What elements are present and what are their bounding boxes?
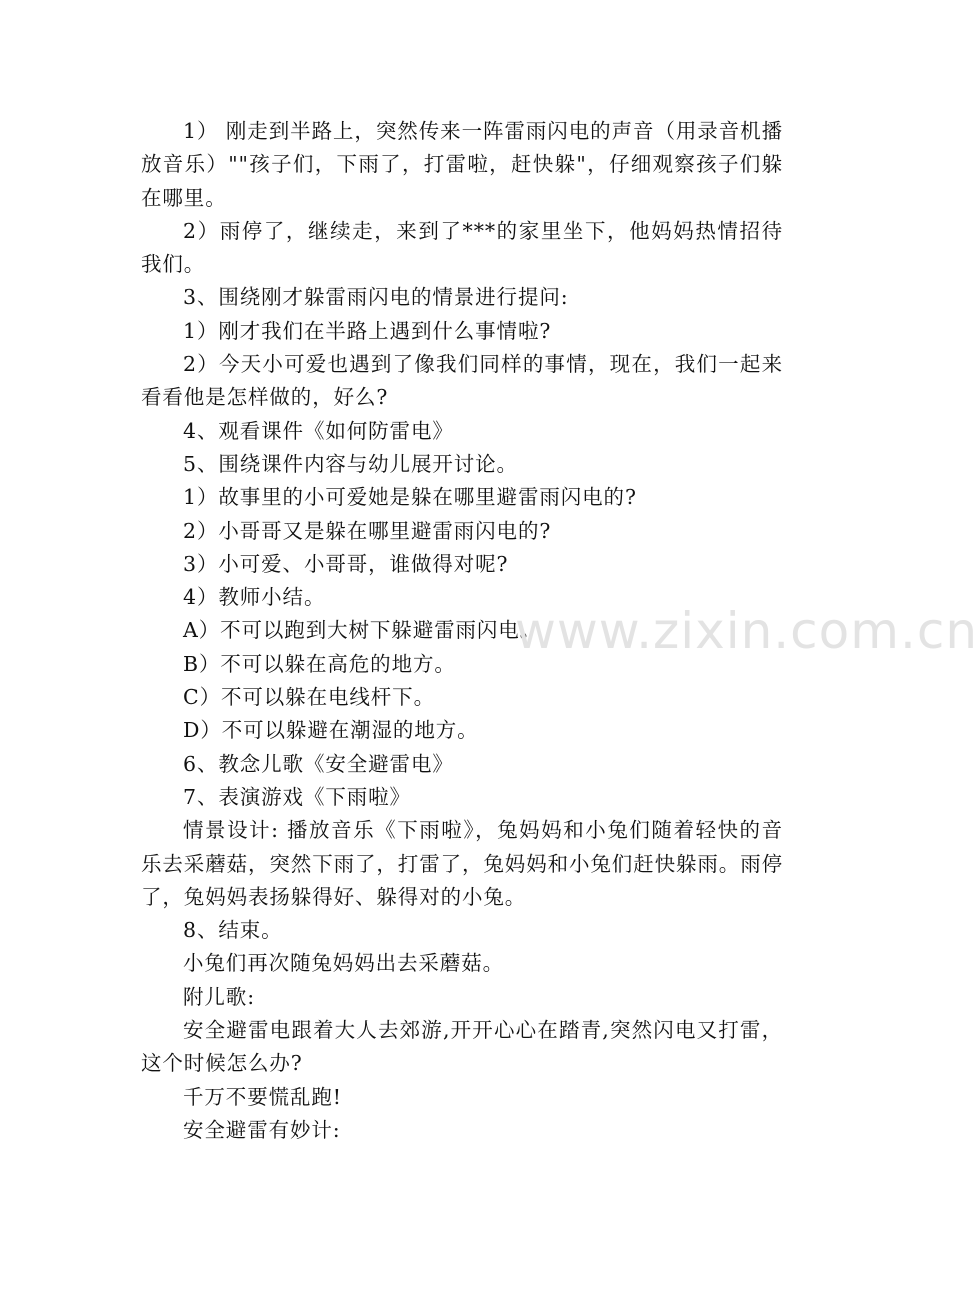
- paragraph: 2）今天小可爱也遇到了像我们同样的事情，现在，我们一起来看看他是怎样做的，好么?: [141, 352, 783, 410]
- paragraph: 3）小可爱、小哥哥，谁做得对呢?: [183, 551, 509, 576]
- paragraph: 7、表演游戏《下雨啦》: [183, 784, 411, 809]
- paragraph: 小兔们再次随兔妈妈出去采蘑菇。: [183, 951, 504, 976]
- paragraph: 4、观看课件《如何防雷电》: [183, 418, 454, 443]
- paragraph: 情景设计: 播放音乐《下雨啦》，兔妈妈和小兔们随着轻快的音乐去采蘑菇，突然下雨了，打雷了，兔妈妈和小兔们赶快躲雨。雨停了，兔妈妈表扬躲得好、躲得对的小兔。: [141, 818, 783, 909]
- document-body: [141, 115, 783, 1147]
- paragraph: A）不可以跑到大树下躲避雷雨闪电。: [183, 618, 542, 643]
- paragraph: 1）故事里的小可爱她是躲在哪里避雷雨闪电的?: [183, 485, 637, 510]
- paragraph: 1）刚才我们在半路上遇到什么事情啦?: [183, 318, 552, 343]
- paragraph: 8、结束。: [183, 918, 283, 943]
- paragraph: 1） 刚走到半路上，突然传来一阵雷雨闪电的声音（用录音机播放音乐）""孩子们，下雨了，打雷啦，赶快躲"，仔细观察孩子们躲在哪里。: [141, 119, 783, 210]
- paragraph: 安全避雷有妙计:: [183, 1117, 341, 1142]
- watermark: www.zixin.com.cn: [515, 602, 978, 660]
- paragraph: B）不可以躲在高危的地方。: [183, 651, 456, 676]
- paragraph: 5、围绕课件内容与幼儿展开讨论。: [183, 451, 518, 476]
- paragraph: 2）雨停了，继续走，来到了***的家里坐下，他妈妈热情招待我们。: [141, 218, 783, 277]
- paragraph: D）不可以躲避在潮湿的地方。: [183, 718, 479, 743]
- paragraph: 6、教念儿歌《安全避雷电》: [183, 751, 454, 776]
- paragraph: 2）小哥哥又是躲在哪里避雷雨闪电的?: [183, 518, 552, 543]
- paragraph: 4）教师小结。: [183, 585, 326, 610]
- paragraph: C）不可以躲在电线杆下。: [183, 685, 435, 710]
- paragraph: 安全避雷电跟着大人去郊游,开开心心在踏青,突然闪电又打雷，这个时候怎么办?: [141, 1018, 783, 1076]
- paragraph: 千万不要慌乱跑!: [183, 1084, 342, 1109]
- paragraph: 3、围绕刚才躲雷雨闪电的情景进行提问:: [183, 285, 569, 310]
- paragraph: 附儿歌:: [183, 984, 256, 1009]
